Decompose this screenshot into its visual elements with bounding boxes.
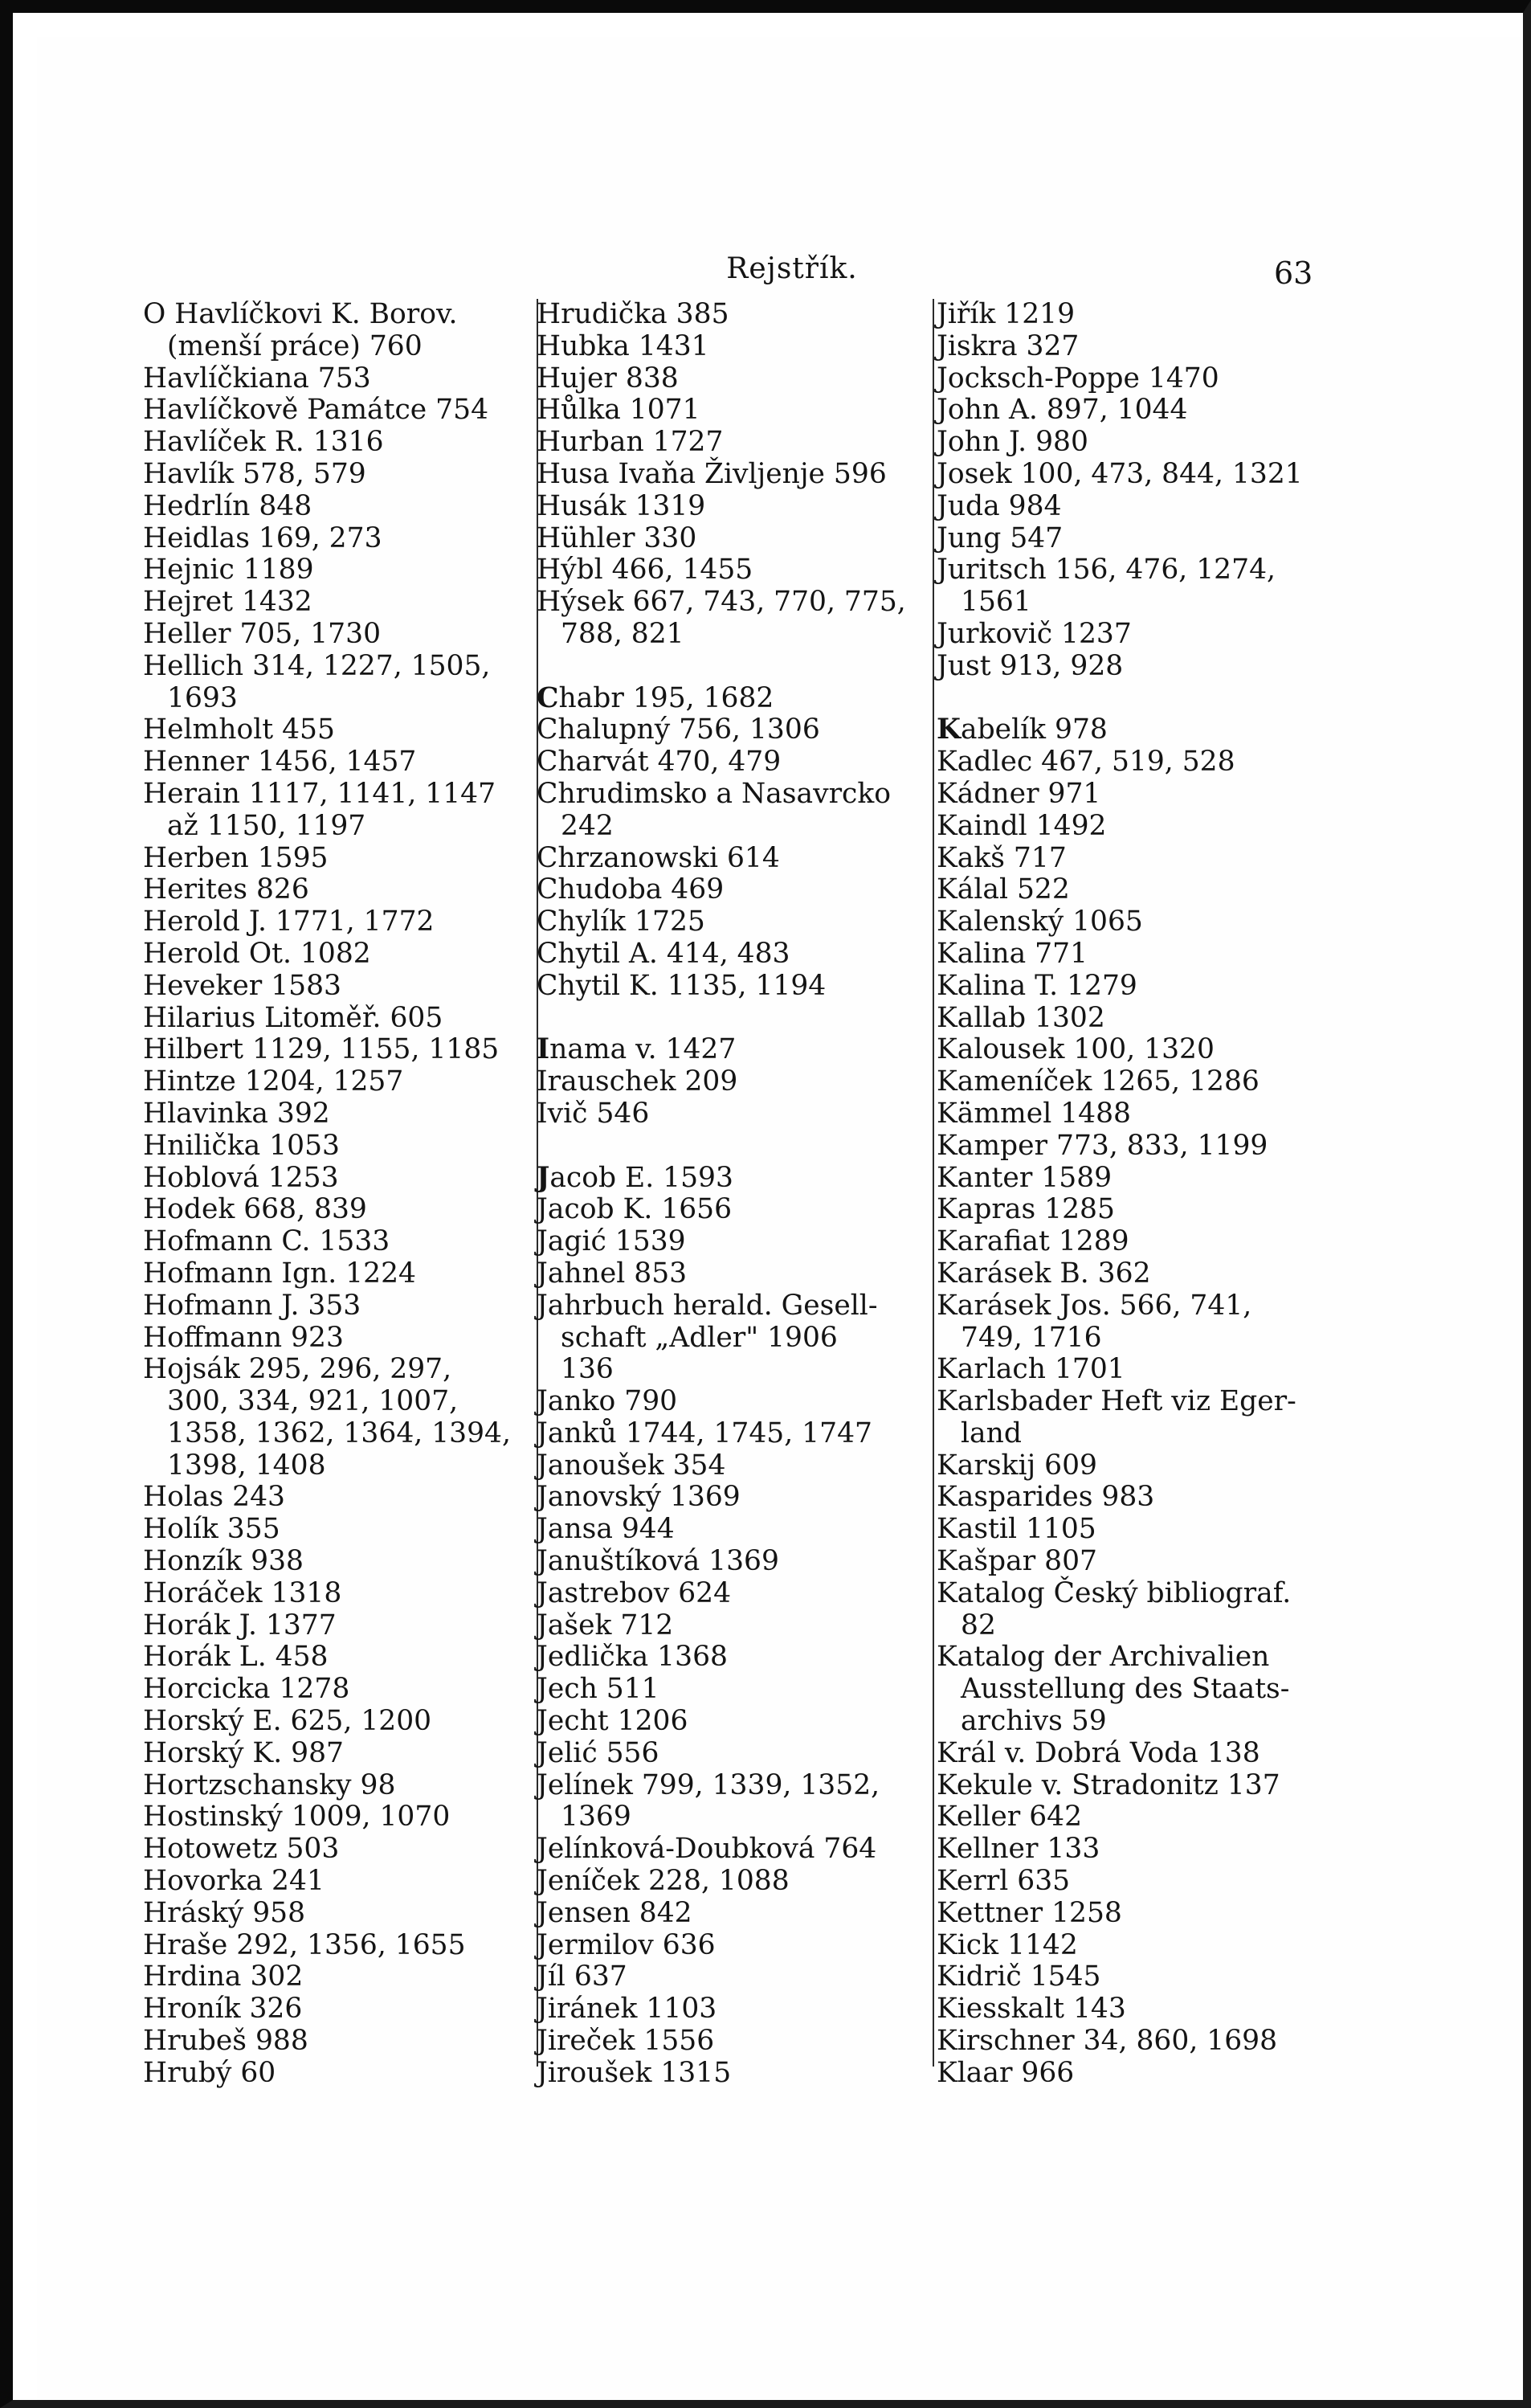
index-entry: Hofmann J. 353 (143, 1289, 361, 1322)
page-number: 63 (1274, 256, 1313, 291)
index-entry: Hrubeš 988 (143, 2025, 308, 2058)
index-entry: Hráský 958 (143, 1896, 306, 1929)
index-entry: Hühler 330 (537, 521, 697, 554)
index-entry-continuation: 242 (561, 809, 614, 842)
index-entry: Jacob E. 1593 (537, 1161, 733, 1194)
index-entry: John A. 897, 1044 (937, 394, 1188, 427)
index-entry: Hýsek 667, 743, 770, 775, (537, 586, 906, 619)
index-entry: Kamper 773, 833, 1199 (937, 1129, 1268, 1162)
index-entry: Karafiat 1289 (937, 1225, 1129, 1258)
index-entry-continuation: 788, 821 (561, 617, 684, 650)
index-entry: Henner 1456, 1457 (143, 746, 417, 779)
index-entry: Hojsák 295, 296, 297, (143, 1353, 452, 1386)
index-entry: Jocksch-Poppe 1470 (937, 362, 1219, 395)
index-entry: Janovský 1369 (537, 1481, 741, 1514)
index-entry: Karlach 1701 (937, 1353, 1125, 1386)
index-entry-continuation: land (961, 1417, 1022, 1449)
index-entry: Husák 1319 (537, 489, 706, 522)
index-column-2 (537, 299, 930, 2090)
index-entry: Kapras 1285 (937, 1193, 1115, 1226)
index-entry: Jurkovič 1237 (937, 617, 1132, 650)
index-entry: Hofmann C. 1533 (143, 1225, 390, 1258)
index-entry: Hlavinka 392 (143, 1097, 330, 1130)
index-entry: Jiroušek 1315 (537, 2056, 732, 2089)
index-entry: Janků 1744, 1745, 1747 (537, 1417, 872, 1449)
index-entry: Kádner 971 (937, 777, 1101, 810)
index-entry: Ivič 546 (537, 1097, 650, 1130)
index-entry: Horák J. 1377 (143, 1609, 337, 1641)
index-entry: Charvát 470, 479 (537, 746, 782, 779)
index-entry: Havlík 578, 579 (143, 457, 366, 490)
index-entry: Kämmel 1488 (937, 1097, 1131, 1130)
index-entry: Katalog der Archivalien (937, 1641, 1270, 1674)
index-entry: Kalousek 100, 1320 (937, 1033, 1215, 1066)
index-entry-continuation: 1561 (961, 586, 1031, 619)
index-entry: Jacob K. 1656 (537, 1193, 733, 1226)
index-entry: Chudoba 469 (537, 873, 725, 906)
index-column-3 (937, 299, 1354, 2090)
index-entry: Josek 100, 473, 844, 1321 (937, 457, 1303, 490)
index-entry: Helmholt 455 (143, 713, 335, 746)
index-entry: O Havlíčkovi K. Borov. (143, 298, 458, 330)
index-entry: Just 913, 928 (937, 649, 1124, 682)
index-entry: Kadlec 467, 519, 528 (937, 746, 1235, 779)
index-entry: Kirschner 34, 860, 1698 (937, 2025, 1278, 2058)
index-entry: Kekule v. Stradonitz 137 (937, 1768, 1280, 1801)
index-entry: Hoblová 1253 (143, 1161, 339, 1194)
index-entry: Karásek Jos. 566, 741, (937, 1289, 1252, 1322)
index-entry: Holas 243 (143, 1481, 285, 1514)
index-entry: Hotowetz 503 (143, 1833, 340, 1866)
index-entry: Kiesskalt 143 (937, 1993, 1126, 2026)
index-entry: Herold Ot. 1082 (143, 937, 371, 970)
index-entry: Hujer 838 (537, 362, 679, 395)
index-entry: Kellner 133 (937, 1833, 1100, 1866)
index-entry: Klaar 966 (937, 2056, 1075, 2089)
index-entry: Heveker 1583 (143, 969, 341, 1002)
index-entry: Hrdina 302 (143, 1960, 304, 1993)
index-entry: Kalenský 1065 (937, 906, 1143, 938)
index-entry: Kameníček 1265, 1286 (937, 1065, 1260, 1098)
index-entry: Hejret 1432 (143, 586, 312, 619)
index-entry: Jensen 842 (537, 1896, 692, 1929)
index-entry-continuation: schaft „Adler" 1906 (561, 1321, 838, 1354)
index-entry: Jech 511 (537, 1673, 659, 1706)
index-entry: Herites 826 (143, 873, 309, 906)
index-entry: Horák L. 458 (143, 1641, 329, 1674)
index-entry: Chrudimsko a Nasavrcko (537, 777, 892, 810)
index-entry: Hofmann Ign. 1224 (143, 1257, 416, 1290)
index-entry: Kanter 1589 (937, 1161, 1113, 1194)
index-entry: Janko 790 (537, 1385, 678, 1418)
index-entry: Chytil K. 1135, 1194 (537, 969, 827, 1002)
index-entry: Hurban 1727 (537, 426, 724, 459)
index-entry: Heller 705, 1730 (143, 617, 382, 650)
index-entry: Holík 355 (143, 1513, 280, 1546)
index-entry: Hrudička 385 (537, 298, 729, 330)
index-entry-continuation: (menší práce) 760 (167, 329, 423, 362)
index-entry: Hilarius Litoměř. 605 (143, 1001, 443, 1034)
index-entry-continuation: 1693 (167, 681, 238, 714)
index-entry: Karásek B. 362 (937, 1257, 1151, 1290)
index-entry: Hodek 668, 839 (143, 1193, 367, 1226)
index-entry: Hintze 1204, 1257 (143, 1065, 404, 1098)
index-entry: Jiránek 1103 (537, 1993, 717, 2026)
index-entry: Jiřík 1219 (937, 298, 1076, 330)
index-entry: Hubka 1431 (537, 329, 709, 362)
index-entry: Kalina T. 1279 (937, 969, 1137, 1002)
index-entry: Hroník 326 (143, 1993, 303, 2026)
index-entry: Jagić 1539 (537, 1225, 686, 1258)
index-entry-continuation: archivs 59 (961, 1705, 1107, 1738)
index-entry: Jahrbuch herald. Gesell- (537, 1289, 878, 1322)
index-entry: Jedlička 1368 (537, 1641, 728, 1674)
index-entry: Janoušek 354 (537, 1449, 726, 1482)
index-entry: Jecht 1206 (537, 1705, 688, 1738)
index-entry: Jireček 1556 (537, 2025, 715, 2058)
index-entry: Kabelík 978 (937, 713, 1108, 746)
index-entry: Kakš 717 (937, 841, 1067, 874)
index-entry: Januštíková 1369 (537, 1545, 779, 1578)
index-entry: Chalupný 756, 1306 (537, 713, 820, 746)
index-entry-continuation: 1398, 1408 (167, 1449, 326, 1482)
index-entry-continuation: Ausstellung des Staats- (961, 1673, 1290, 1706)
index-entry: Jeníček 228, 1088 (537, 1865, 790, 1898)
index-entry: Jelić 556 (537, 1736, 659, 1769)
index-entry: Horcicka 1278 (143, 1673, 350, 1706)
index-entry-continuation: až 1150, 1197 (167, 809, 366, 842)
index-entry: Kasparides 983 (937, 1481, 1155, 1514)
index-entry: Jung 547 (937, 521, 1064, 554)
index-entry: Herain 1117, 1141, 1147 (143, 777, 496, 810)
index-entry: Horský K. 987 (143, 1736, 344, 1769)
index-entry: Hrubý 60 (143, 2056, 276, 2089)
index-entry: Jíl 637 (537, 1960, 627, 1993)
index-entry: Hellich 314, 1227, 1505, (143, 649, 491, 682)
index-entry: Juritsch 156, 476, 1274, (937, 554, 1276, 587)
index-entry: Herben 1595 (143, 841, 329, 874)
index-entry: Král v. Dobrá Voda 138 (937, 1736, 1260, 1769)
index-entry: Hortzschansky 98 (143, 1768, 396, 1801)
index-entry: John J. 980 (937, 426, 1088, 459)
index-entry-continuation: 1369 (561, 1801, 631, 1834)
index-entry: Heidlas 169, 273 (143, 521, 382, 554)
index-entry-continuation: 300, 334, 921, 1007, (167, 1385, 459, 1418)
index-entry: Chabr 195, 1682 (537, 681, 774, 714)
index-entry: Hraše 292, 1356, 1655 (143, 1928, 466, 1961)
index-entry: Kastil 1105 (937, 1513, 1096, 1546)
index-entry: Juda 984 (937, 489, 1062, 522)
index-entry: Chytil A. 414, 483 (537, 937, 790, 970)
index-entry: Hejnic 1189 (143, 554, 314, 587)
index-entry: Jelínek 799, 1339, 1352, (537, 1768, 880, 1801)
section-gap (537, 1130, 930, 1163)
section-gap (537, 1003, 930, 1035)
index-entry: Kaindl 1492 (937, 809, 1107, 842)
index-entry: Kálal 522 (937, 873, 1070, 906)
index-entry: Jastrebov 624 (537, 1576, 732, 1609)
index-entry: Karlsbader Heft viz Eger- (937, 1385, 1296, 1418)
index-entry: Inama v. 1427 (537, 1033, 737, 1066)
index-entry: Hostinský 1009, 1070 (143, 1801, 451, 1834)
index-entry: Hilbert 1129, 1155, 1185 (143, 1033, 500, 1066)
index-entry: Horáček 1318 (143, 1576, 342, 1609)
index-entry: Kallab 1302 (937, 1001, 1105, 1034)
index-entry: Irauschek 209 (537, 1065, 738, 1098)
section-gap (537, 651, 930, 683)
index-entry: Jermilov 636 (537, 1928, 716, 1961)
index-entry: Karskij 609 (937, 1449, 1097, 1482)
index-entry: Kidrič 1545 (937, 1960, 1101, 1993)
index-entry-continuation: 749, 1716 (961, 1321, 1102, 1354)
index-entry: Chrzanowski 614 (537, 841, 780, 874)
index-entry: Kašpar 807 (937, 1545, 1098, 1578)
index-entry: Horský E. 625, 1200 (143, 1705, 432, 1738)
index-entry-continuation: 136 (561, 1353, 614, 1386)
index-entry: Hedrlín 848 (143, 489, 312, 522)
index-entry-continuation: 1358, 1362, 1364, 1394, (167, 1417, 511, 1449)
index-entry: Hýbl 466, 1455 (537, 554, 753, 587)
index-entry: Hovorka 241 (143, 1865, 325, 1898)
index-entry: Havlíček R. 1316 (143, 426, 384, 459)
index-entry: Jansa 944 (537, 1513, 675, 1546)
index-entry: Jašek 712 (537, 1609, 674, 1641)
index-entry: Kettner 1258 (937, 1896, 1122, 1929)
index-entry: Kerrl 635 (937, 1865, 1071, 1898)
index-entry: Hnilička 1053 (143, 1129, 340, 1162)
index-entry: Katalog Český bibliograf. (937, 1576, 1292, 1609)
index-entry: Hoffmann 923 (143, 1321, 344, 1354)
index-entry: Hůlka 1071 (537, 394, 700, 427)
column-divider (933, 299, 934, 2067)
index-entry-continuation: 82 (961, 1609, 996, 1641)
index-entry: Keller 642 (937, 1801, 1083, 1834)
index-entry: Chylík 1725 (537, 906, 705, 938)
index-entry: Jiskra 327 (937, 329, 1080, 362)
page-title: Rejstřík. (726, 252, 858, 285)
index-column-1 (143, 299, 545, 2090)
index-entry: Jahnel 853 (537, 1257, 688, 1290)
index-entry: Kalina 771 (937, 937, 1088, 970)
index-entry: Kick 1142 (937, 1928, 1078, 1961)
index-entry: Herold J. 1771, 1772 (143, 906, 435, 938)
index-entry: Havlíčkiana 753 (143, 362, 371, 395)
section-gap (937, 683, 1354, 715)
index-entry: Havlíčkově Památce 754 (143, 394, 489, 427)
index-entry: Husa Ivaňa Življenje 596 (537, 457, 887, 490)
index-entry: Jelínková-Doubková 764 (537, 1833, 877, 1866)
index-entry: Honzík 938 (143, 1545, 304, 1578)
